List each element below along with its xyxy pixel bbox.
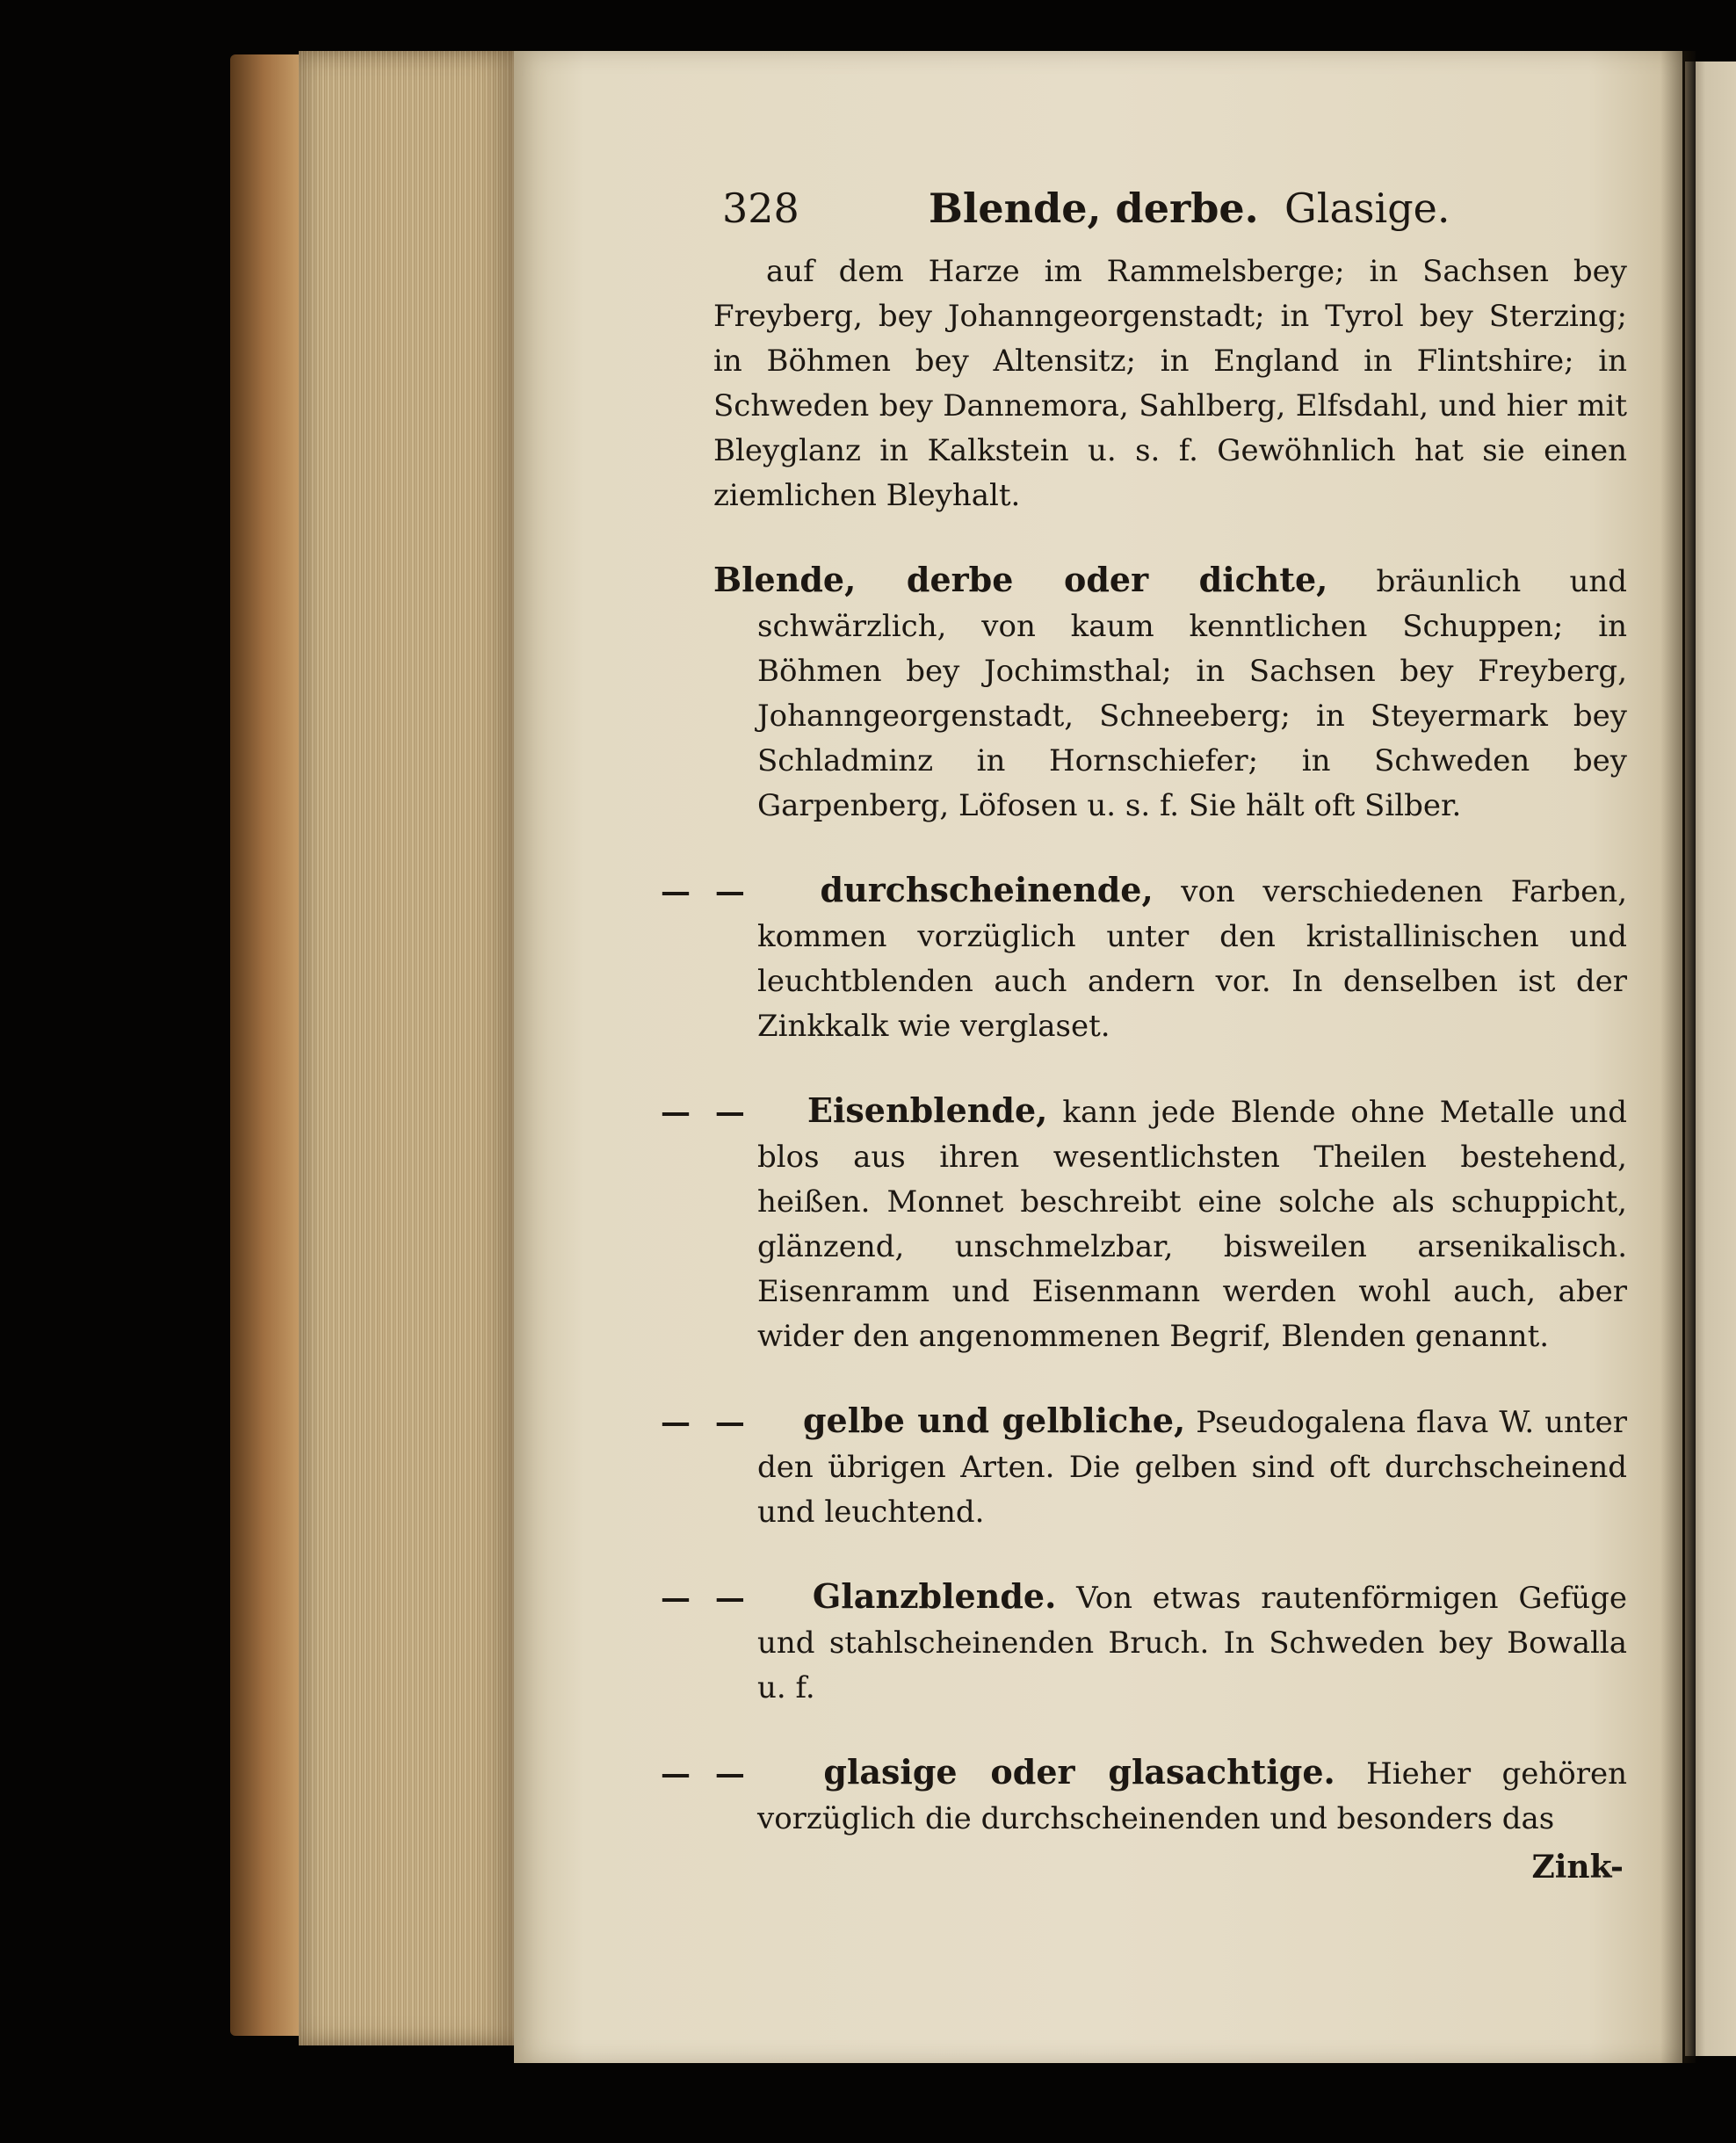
entry-term: gelbe und gelbliche,	[802, 1401, 1186, 1440]
entry-glanzblende	[661, 1574, 1627, 1711]
entry-text: Pseudogalena flava W. unter den übrigen Arten. Die gelben sind oft durchscheinend und leuchtend.	[757, 1405, 1627, 1530]
ditto-dash: — —	[661, 1581, 752, 1616]
page-number: 328	[722, 185, 799, 232]
text-block	[661, 176, 1628, 1886]
catchword: Zink-	[1531, 1849, 1624, 1886]
gutter-shadow	[1660, 51, 1696, 2063]
entry-text: kann jede Blende ohne Metalle und blos aus ihren wesentlichsten Theilen bestehend, heißen. Monnet beschreibt eine solche als schuppicht, glänzend, unschmelzbar, bisweilen arsenikalisch. Eisenramm und Eisenmann werden wohl auch, aber wider den angenommenen Begrif, Blenden genannt.	[757, 1095, 1628, 1354]
entry-term: glasige oder glasachtige.	[823, 1752, 1335, 1792]
entry-gelbe	[661, 1398, 1627, 1535]
ditto-dash: — —	[661, 874, 752, 909]
running-head-title: Blende, derbe.	[929, 185, 1259, 232]
entry-text: von verschiedenen Farben, kommen vorzüglich unter den kristallinischen und leuchtblenden auch andern vor. In denselben ist der Zinkkalk wie verglaset.	[757, 874, 1628, 1044]
entry-glasige	[661, 1749, 1627, 1842]
ditto-dash: — —	[661, 1756, 752, 1792]
entry-eisenblende	[661, 1088, 1628, 1359]
entry-blende-derbe	[713, 557, 1627, 829]
entry-durchscheinende	[661, 867, 1628, 1049]
entry-term: Blende, derbe oder dichte,	[713, 560, 1328, 599]
ditto-dash: — —	[661, 1095, 752, 1130]
entry-text: bräunlich und schwärzlich, von kaum kenntlichen Schuppen; in Böhmen bey Jochimsthal; in Sachsen bey Freyberg, Johanngeorgenstadt, Schneeberg; in Steyermark bey Schladminz in Hornschiefer; in Schweden bey Garpenberg, Löfosen u. s. f. Sie hält oft Silber.	[757, 564, 1628, 823]
entry-text: Von etwas rautenförmigen Gefüge und stahlscheinenden Bruch. In Schweden bey Bowalla u. f.	[757, 1581, 1627, 1705]
entry-term: Eisenblende,	[807, 1090, 1048, 1130]
entry-text: auf dem Harze im Rammelsberge; in Sachsen bey Freyberg, bey Johanngeorgenstadt; in Tyrol bey Sterzing; in Böhmen bey Altensitz; in England in Flintshire; in Schweden bey Dannemora, Sahlberg, Elfsdahl, und hier mit Bleyglanz in Kalkstein u. s. f. Gewöhnlich hat sie einen ziemlichen Bleyhalt.	[713, 254, 1627, 513]
page-edges	[299, 51, 518, 2045]
entry-term: durchscheinende,	[820, 870, 1154, 909]
ditto-dash: — —	[661, 1405, 752, 1440]
running-head-right: Glasige.	[1284, 185, 1450, 232]
entry-term: Glanzblende.	[812, 1576, 1057, 1616]
entry-continuation	[713, 250, 1627, 518]
entry-text: Hieher gehören vorzüglich die durchscheinenden und besonders das	[757, 1756, 1627, 1836]
running-head	[713, 176, 1627, 246]
